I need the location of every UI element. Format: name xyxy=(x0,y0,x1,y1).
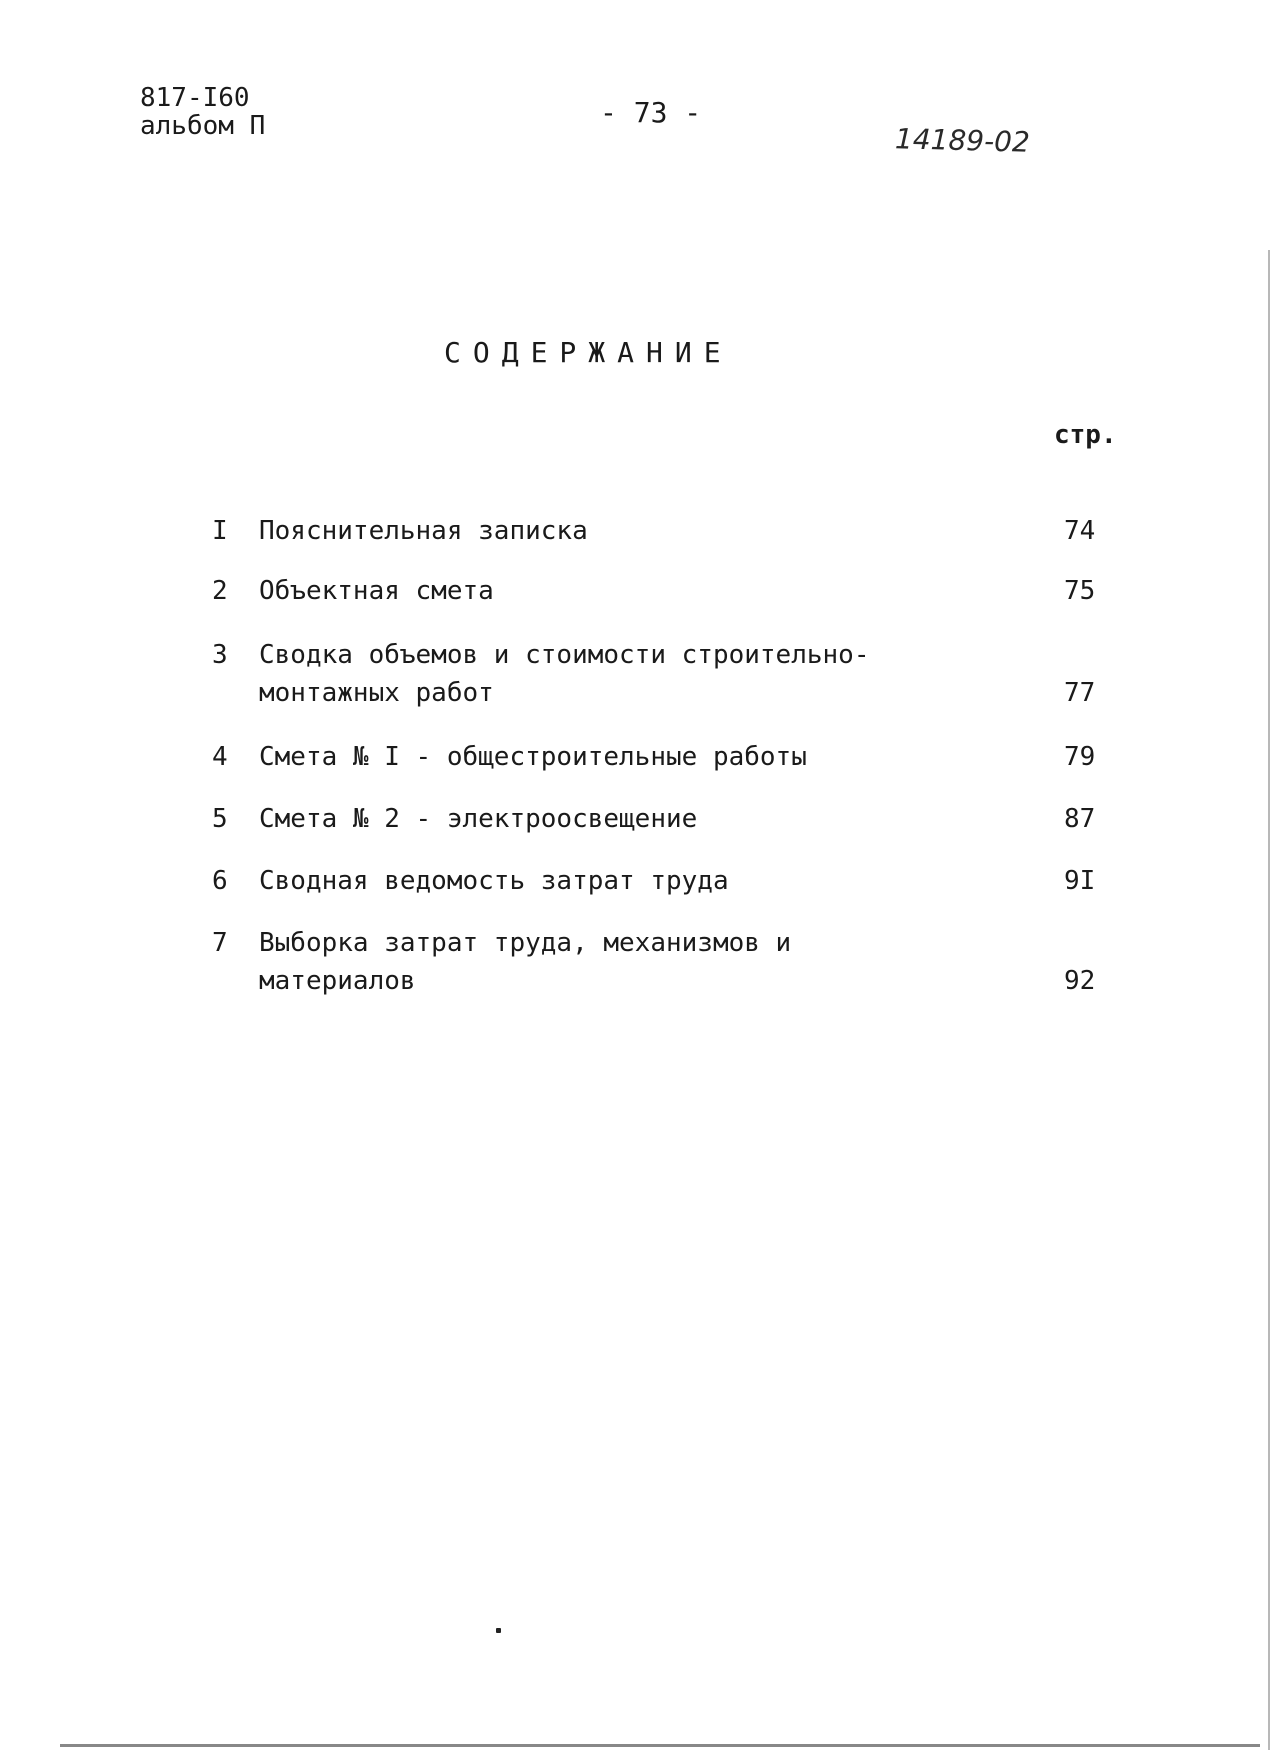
toc-item-page: 92 xyxy=(1064,966,1096,996)
toc-item-page: 87 xyxy=(1064,804,1096,834)
toc-item-title: Выборка затрат труда, механизмов и материалов xyxy=(259,928,792,996)
toc-item-number: 2 xyxy=(212,576,228,606)
toc-item-page: 9I xyxy=(1064,866,1096,896)
album-label: альбом П xyxy=(140,111,266,141)
toc-item-title: Смета № I - общестроительные работы xyxy=(259,742,807,772)
toc-item-title: Сводка объемов и стоимости строительно-монтажных работ xyxy=(259,640,870,708)
toc-item-title: Объектная смета xyxy=(259,576,494,606)
scan-edge-bottom xyxy=(60,1744,1260,1747)
toc-item-page: 75 xyxy=(1064,576,1096,606)
toc-item-title: Пояснительная записка xyxy=(259,516,588,546)
toc-item-page: 77 xyxy=(1064,678,1096,708)
page-number: - 73 - xyxy=(600,96,702,129)
page-column-label: стр. xyxy=(1054,420,1117,450)
toc-item-number: 4 xyxy=(212,742,228,772)
page-title: СОДЕРЖАНИЕ xyxy=(444,336,733,369)
toc-item-title: Сводная ведомость затрат труда xyxy=(259,866,729,896)
toc-item-number: 5 xyxy=(212,804,228,834)
toc-item-page: 74 xyxy=(1064,516,1096,546)
toc-item-number: 3 xyxy=(212,640,228,670)
handwritten-inventory-number: 14189-02 xyxy=(894,122,1031,159)
toc-item-page: 79 xyxy=(1064,742,1096,772)
toc-item-number: 6 xyxy=(212,866,228,896)
scan-edge-right xyxy=(1268,250,1270,1750)
toc-item-title: Смета № 2 - электроосвещение xyxy=(259,804,698,834)
scan-speck xyxy=(496,1628,501,1633)
document-code xyxy=(140,84,265,140)
toc-item-number: 7 xyxy=(212,928,228,958)
document-code-number: 817-I60 xyxy=(140,83,250,113)
toc-item-number: I xyxy=(212,516,228,546)
